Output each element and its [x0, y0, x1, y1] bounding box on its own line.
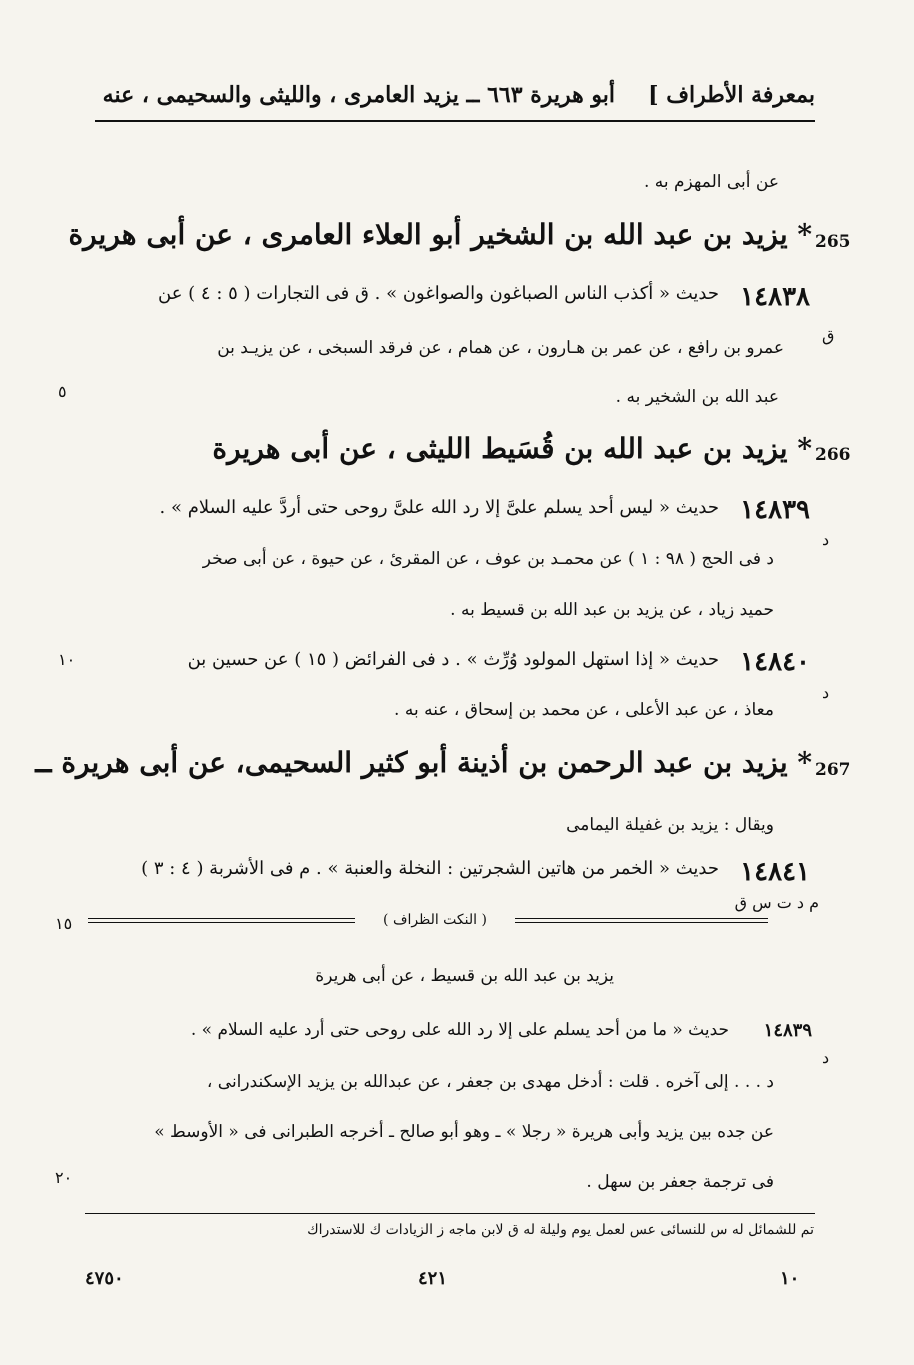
hadith-number: ١٤٨٤١: [740, 857, 810, 887]
entry-heading: * يزيد بن عبد الرحمن بن أذينة أبو كثير السحيمى، عن أبى هريرة ــ: [35, 746, 812, 779]
text-line: حميد زياد ، عن يزيد بن عبد الله بن قسيط به .: [450, 600, 774, 620]
entry-number: 265: [815, 232, 851, 252]
hadith-number: ١٤٨٤٠: [740, 647, 810, 677]
header-title: أبو هريرة ٦٦٣ ــ يزيد العامرى ، والليثى والسحيمى ، عنه: [102, 82, 615, 108]
source-sigla: د: [822, 683, 830, 702]
source-sigla: ق: [822, 326, 835, 345]
text-line: ويقال : يزيد بن غفيلة اليمامى: [566, 815, 774, 835]
hadith-text: حديث « الخمر من هاتين الشجرتين : النخلة والعنبة » . م فى الأشربة ( ٤ : ٣ ): [141, 858, 719, 879]
text-line: فى ترجمة جعفر بن سهل .: [586, 1172, 774, 1192]
entry-number: 267: [815, 760, 851, 780]
hadith-number: ١٤٨٣٩: [740, 495, 810, 525]
text-line: عن أبى المهزم به .: [643, 172, 779, 192]
line-number-margin: ١٠: [58, 650, 76, 669]
source-sigla: م د ت س ق: [734, 893, 819, 912]
text-line: عن جده بين يزيد وأبى هريرة « رجلا » ـ وهو أبو صالح ـ أخرجه الطبرانى فى « الأوسط »: [154, 1122, 774, 1142]
entry-heading: * يزيد بن عبد الله بن الشخير أبو العلاء العامرى ، عن أبى هريرة: [68, 218, 812, 251]
source-sigla: د: [822, 1048, 830, 1067]
page-number-right: ١٠: [780, 1268, 800, 1289]
text-line: معاذ ، عن عبد الأعلى ، عن محمد بن إسحاق ، عنه به .: [394, 700, 774, 720]
abbreviations-footnote: تم للشمائل له س للنسائى عس لعمل يوم وليلة له ق لابن ماجه ز الزيادات ك للاستدراك: [307, 1222, 814, 1238]
entry-heading: * يزيد بن عبد الله بن قُسَيط الليثى ، عن أبى هريرة: [212, 432, 812, 465]
source-sigla: د: [822, 530, 830, 549]
header-rule: [95, 120, 815, 122]
line-number-margin: ٢٠: [55, 1168, 73, 1187]
line-number-margin: ٥: [58, 382, 67, 401]
hadith-text: حديث « إذا استهل المولود وُرِّث » . د فى الفرائض ( ١٥ ) عن حسين بن: [187, 649, 719, 670]
page-number-left: ٤٧٥٠: [85, 1268, 124, 1289]
text-line: د فى الحج ( ٩٨ : ١ ) عن محمـد بن عوف ، عن المقرئ ، عن حيوة ، عن أبى صخر: [202, 549, 774, 569]
section-subtitle: يزيد بن عبد الله بن قسيط ، عن أبى هريرة: [315, 966, 614, 986]
separator-label: ( النكت الظراف ): [355, 912, 515, 928]
text-line: عبد الله بن الشخير به .: [615, 387, 779, 407]
entry-number: 266: [815, 445, 851, 465]
header-section-title: بمعرفة الأطراف ]: [648, 82, 815, 108]
hadith-text: حديث « أكذب الناس الصباغون والصواغون » . ق فى التجارات ( ٥ : ٤ ) عن: [158, 283, 719, 304]
line-number-margin: ١٥: [55, 914, 73, 933]
footnote-rule: [85, 1213, 815, 1214]
hadith-number: ١٤٨٣٩: [763, 1020, 812, 1041]
hadith-text: حديث « ليس أحد يسلم علىَّ إلا رد الله علىَّ روحى حتى أردَّ عليه السلام » .: [159, 497, 719, 518]
hadith-text: حديث « ما من أحد يسلم على إلا رد الله على روحى حتى أرد عليه السلام » .: [190, 1020, 729, 1040]
text-line: عمرو بن رافع ، عن عمر بن هـارون ، عن همام ، عن فرقد السبخى ، عن يزيـد بن: [217, 338, 784, 358]
hadith-number: ١٤٨٣٨: [740, 282, 810, 312]
text-line: د . . . إلى آخره . قلت : أدخل مهدى بن جعفر ، عن عبدالله بن يزيد الإسكندرانى ،: [206, 1072, 774, 1092]
page-number-center: ٤٢١: [418, 1268, 448, 1289]
